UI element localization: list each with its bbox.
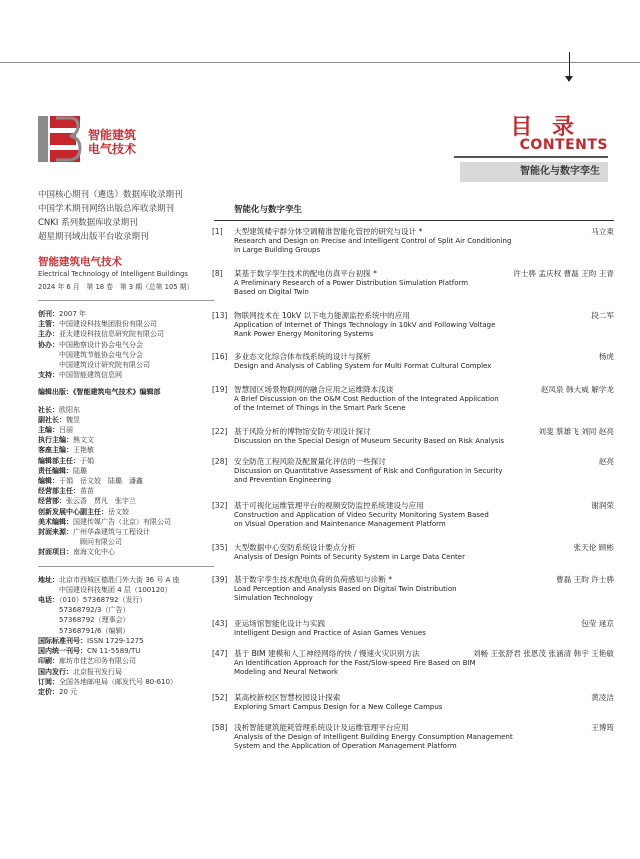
entry-title-cn: 安全防范工程风险及配置量化评估的一些探讨 — [234, 457, 386, 466]
info-row-cont: 57368791/6（编辑） — [59, 626, 130, 635]
entry-title-en: System and the Application of Operation Management Platform — [234, 742, 457, 751]
entry-body — [234, 501, 614, 530]
entry-body — [234, 311, 614, 340]
entry-title-en: Discussion on Quantitative Assessment of Risk and Configuration in Security — [234, 466, 503, 475]
entry-authors: 黄凌洁 — [587, 693, 614, 703]
entry-title-cn: 物联网技术在 10kV 以下电力能源监控系统中的应用 — [234, 311, 410, 320]
entry-title-en: Exploring Smart Campus Design for a New College Campus — [234, 702, 443, 711]
journal-title-cn: 智能建筑电气技术 — [38, 256, 122, 268]
entry-authors: 张天伦 顾彬 — [570, 543, 614, 553]
info-row: 创刊：2007 年 — [38, 310, 87, 318]
indexing-item: 中国核心期刊（遴选）数据库收录期刊 — [38, 190, 183, 200]
entry-title-cn: 某高校新校区智慧校园设计探索 — [234, 693, 341, 702]
info-row-cont: 中国建设科技集团 4 层（100120） — [59, 585, 172, 594]
logo-line-2: 电气技术 — [88, 142, 137, 156]
entry-authors: 谢润荣 — [587, 501, 614, 511]
entry-title-en: Construction and Application of Video Security Monitoring System Based — [234, 510, 489, 519]
contents-entry[interactable] — [214, 723, 614, 752]
entry-title-cn: 基于 BIM 建模和人工神经网络的快 / 慢速火灾识别方法 — [234, 649, 420, 658]
contents-entry[interactable] — [214, 543, 614, 562]
info-row: 经营部主任：苗苗 — [38, 487, 94, 496]
entry-page-number: [43] — [212, 619, 228, 628]
info-row: 订阅：全国各地邮电局（邮发代号 80-610） — [38, 677, 178, 686]
info-row-cont: 中国建筑设计研究院有限公司 — [59, 361, 150, 370]
entry-title-en: A Preliminary Research of a Power Distribution Simulation Platform — [234, 278, 469, 287]
section-rule — [214, 220, 614, 221]
entry-title-en: An Identification Approach for the Fast/Slow-speed Fire Based on BIM — [234, 658, 476, 667]
entry-authors: 王博筠 — [587, 723, 614, 733]
info-row: 封面来源：广州华森建筑与工程设计 — [38, 528, 150, 537]
entry-authors: 赵凤泉 韩大威 解学龙 — [537, 385, 614, 395]
info-row: 责任编辑：陆璐 — [38, 466, 87, 475]
info-row: 客座主编：王艳敏 — [38, 446, 94, 455]
entry-authors: 刘斐 蔡雄飞 刘同 赵亮 — [534, 427, 614, 437]
entry-page-number: [39] — [212, 575, 228, 584]
contents-entry[interactable] — [214, 649, 614, 678]
entry-title-cn: 基于可视化运维管理平台的视频安防监控系统建设与应用 — [234, 501, 424, 510]
logo-wordmark — [88, 128, 136, 156]
info-row: 社长：欧阳东 — [38, 405, 80, 414]
info-row: 编辑出版：《智能建筑电气技术》编辑部 — [38, 388, 161, 397]
entry-title-en: Design and Analysis of Cabling System for Multi Format Cultural Complex — [234, 361, 492, 370]
entry-title-cn: 基于数字孪生技术配电负荷的负荷感知与诊断 * — [234, 575, 393, 584]
entry-title-en: of the Internet of Things in the Smart Park Scene — [234, 404, 406, 413]
entry-title-en: and Prevention Engineering — [234, 476, 332, 485]
info-row: 支持：中国智能建筑信息网 — [38, 371, 122, 380]
info-row: 国内统一刊号：CN 11-5589/TU — [38, 647, 141, 656]
entry-body — [234, 693, 614, 712]
contents-entry[interactable] — [214, 269, 614, 298]
contents-entry[interactable] — [214, 693, 614, 712]
crop-mark-arrow-icon — [565, 76, 573, 82]
contents-entry[interactable] — [214, 501, 614, 530]
entry-page-number: [19] — [212, 385, 228, 394]
info-row: 主编：吕丽 — [38, 426, 73, 435]
indexing-item: 中国学术期刊网络出版总库收录期刊 — [38, 204, 175, 214]
entry-authors: 马立東 — [587, 227, 614, 237]
info-row: 副社长：魏昱 — [38, 415, 80, 424]
entry-authors: 许士骅 孟庆权 曹磊 王昀 王青 — [509, 269, 614, 279]
entry-title-en: Modeling and Neural Network — [234, 668, 339, 677]
info-row: 主办：亚太建设科技信息研究院有限公司 — [38, 330, 164, 339]
entry-title-cn: 大型建筑楼宇群分体空调精准智能化管控的研究与设计 * — [234, 227, 423, 236]
entry-page-number: [8] — [212, 269, 223, 278]
entry-title-en: Analysis of the Design of Intelligent Building Energy Consumption Management — [234, 732, 513, 741]
info-row: 执行主编：熊文文 — [38, 436, 94, 445]
entry-title-en: on Visual Operation and Maintenance Management Platform — [234, 520, 446, 529]
logo-line-1: 智能建筑 — [88, 128, 137, 142]
info-row: 协办：中国勘察设计协会电气分会 — [38, 340, 143, 349]
entry-title-cn: 大型数据中心安防系统设计要点分析 — [234, 543, 356, 552]
entry-body — [234, 619, 614, 638]
contents-entry[interactable] — [214, 575, 614, 604]
entry-body — [234, 352, 614, 371]
info-row: 定价：20 元 — [38, 687, 78, 696]
contents-entry[interactable] — [214, 311, 614, 340]
entry-title-en: Rank Power Energy Monitoring Systems — [234, 330, 374, 339]
entry-authors: 赵亮 — [595, 457, 614, 467]
entry-page-number: [47] — [212, 649, 228, 658]
entry-page-number: [16] — [212, 352, 228, 361]
entry-page-number: [1] — [212, 227, 223, 236]
journal-info-column — [38, 188, 214, 697]
contents-list — [214, 204, 614, 787]
entry-title-en: Analysis of Design Points of Security System in Large Data Center — [234, 552, 465, 561]
entry-title-en: Research and Design on Precise and Intelligent Control of Split Air Conditioning — [234, 236, 512, 245]
entry-body — [234, 723, 614, 752]
crop-mark — [569, 52, 570, 78]
entry-title-cn: 某基于数字孪生技术的配电仿真平台初探 * — [234, 269, 377, 278]
journal-volume: 2024 年 6 月 第 18 卷 第 3 期（总第 105 期） — [38, 283, 194, 291]
contents-section-head: 智能化与数字孪生 — [234, 205, 303, 215]
info-row: 国际标准刊号：ISSN 1729-1275 — [38, 636, 144, 645]
info-row: 编辑：于娟 岳文姣 陆璐 潘鑫 — [38, 477, 143, 486]
info-row-cont: 中国建筑节能协会电气分会 — [59, 350, 143, 359]
entry-body — [234, 543, 614, 562]
contents-entry[interactable] — [214, 352, 614, 371]
info-row: 印刷：廊坊市佳艺印务有限公司 — [38, 657, 136, 666]
entry-title-en: Simulation Technology — [234, 594, 313, 603]
entry-title-cn: 基于风险分析的博物馆安防专项设计探讨 — [234, 427, 371, 436]
info-row: 美术编辑：国建传媒广告（北京）有限公司 — [38, 517, 171, 526]
entry-title-en: Based on Digital Twin — [234, 288, 309, 297]
info-row: 编辑部主任：于娟 — [38, 456, 94, 465]
entry-title-en: Intelligent Design and Practice of Asian Games Venues — [234, 628, 426, 637]
indexing-list — [38, 188, 214, 244]
entry-page-number: [28] — [212, 457, 228, 466]
divider — [38, 300, 214, 301]
entry-page-number: [32] — [212, 501, 228, 510]
journal-title-en: Electrical Technology of Intelligent Buildings — [38, 270, 188, 278]
contents-entry[interactable] — [214, 619, 614, 638]
entry-body — [234, 227, 614, 256]
entry-title-en: A Brief Discussion on the O&M Cost Reduction of the Integrated Application — [234, 394, 499, 403]
entry-authors: 刘畅 王张舒君 张恩茂 张涵清 韩宇 王艳敏 — [469, 649, 614, 659]
entry-page-number: [13] — [212, 311, 228, 320]
info-row: 主管：中国建设科技集团股份有限公司 — [38, 320, 157, 329]
info-row: 经营部：张云香 贾凡 张宇兰 — [38, 497, 136, 506]
entry-page-number: [35] — [212, 543, 228, 552]
entry-page-number: [52] — [212, 693, 228, 702]
entry-title-en: in Large Building Groups — [234, 246, 321, 255]
info-row: 地址：北京市西城区德胜门外大街 36 号 A 座 — [38, 575, 180, 584]
entry-authors: 杨虎 — [595, 352, 614, 362]
entry-title-cn: 多业态文化综合体布线系统的设计与探析 — [234, 352, 371, 361]
info-row: 封面项目：南海文化中心 — [38, 548, 115, 557]
entry-title-en: Discussion on the Special Design of Museum Security Based on Risk Analysis — [234, 436, 505, 445]
section-tag: 智能化与数字孪生 — [460, 162, 608, 182]
contents-entry[interactable] — [214, 457, 614, 486]
indexing-item: 超星期刊域出版平台收录期刊 — [38, 232, 149, 242]
contents-entry[interactable] — [214, 385, 614, 414]
entry-title-en: Application of Internet of Things Technology in 10kV and Following Voltage — [234, 320, 496, 329]
info-row-cont: 57368792/3（广告） — [59, 606, 130, 615]
info-row: 创新发展中心副主任：岳文姣 — [38, 507, 129, 516]
entry-authors: 段二军 — [587, 311, 614, 321]
contents-title: 目 录 — [510, 115, 580, 140]
info-row: 国内发行：北京报刊发行局 — [38, 667, 122, 676]
top-rule — [0, 62, 640, 63]
entry-body — [234, 457, 614, 486]
info-row: 电话：（010）57368792（发行） — [38, 596, 147, 605]
contents-rule — [454, 156, 608, 158]
contents-entry[interactable] — [214, 427, 614, 446]
contents-entry[interactable] — [214, 227, 614, 256]
entry-title-cn: 亚运场馆智能化设计与实践 — [234, 619, 326, 628]
entry-authors: 包莹 逯京 — [577, 619, 614, 629]
entry-title-en: Load Perception and Analysis Based on Digital Twin Distribution — [234, 584, 457, 593]
entries-container — [214, 227, 614, 787]
contents-subtitle: CONTENTS — [519, 137, 608, 153]
entry-page-number: [58] — [212, 723, 228, 732]
entry-authors: 曹磊 王昀 许士骅 — [552, 575, 614, 585]
info-row-cont: 顾问有限公司 — [80, 538, 122, 547]
indexing-item: CNKI 系列数据库收录期刊 — [38, 218, 138, 228]
entry-title-cn: 智慧园区场景物联网的融合应用之运维降本浅谈 — [234, 385, 394, 394]
entry-title-cn: 浅析智能建筑能耗管理系统设计及运维管理平台应用 — [234, 723, 409, 732]
divider — [38, 566, 214, 567]
entry-page-number: [22] — [212, 427, 228, 436]
info-row-cont: 57368792（理事会） — [59, 616, 130, 625]
